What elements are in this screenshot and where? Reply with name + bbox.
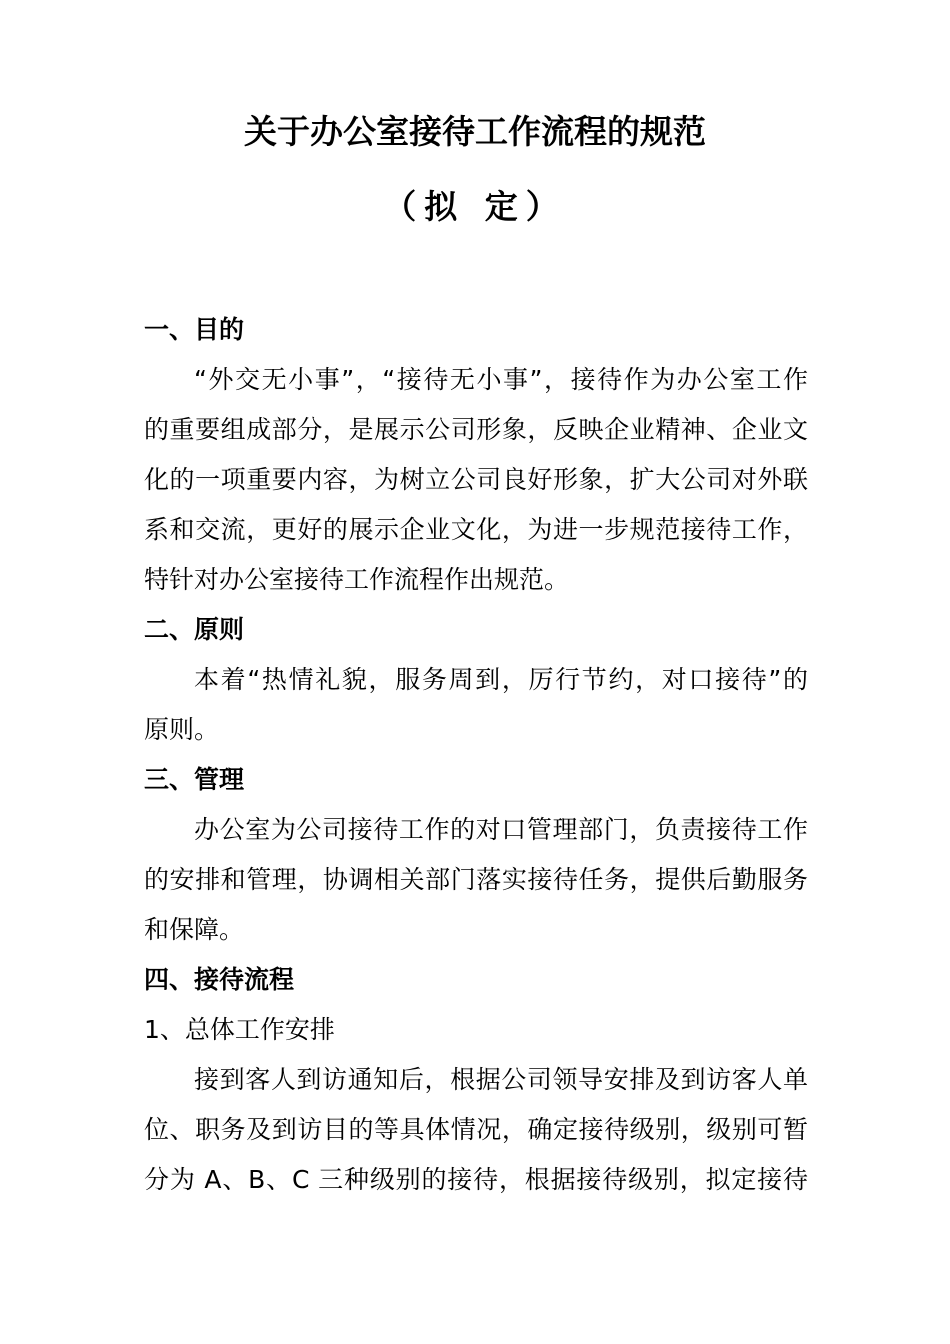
section-body-purpose — [144, 355, 808, 605]
paragraph-line: 本着“热情礼貌，服务周到，厉行节约，对口接待”的 — [194, 665, 808, 694]
subsection-heading-overall-arrangement: 1、总体工作安排 — [144, 1015, 335, 1044]
paragraph-line: 位、职务及到访目的等具体情况，确定接待级别，级别可暂 — [144, 1115, 808, 1144]
paragraph-line: “外交无小事”，“接待无小事”，接待作为办公室工作 — [194, 365, 808, 394]
document-subtitle: （拟 定） — [383, 187, 567, 226]
document-title: 关于办公室接待工作流程的规范 — [244, 112, 706, 151]
section-body-reception-process — [144, 1055, 808, 1205]
section-body-principle — [144, 655, 808, 755]
section-heading-purpose: 一、目的 — [144, 315, 245, 344]
paragraph-line: 的重要组成部分，是展示公司形象，反映企业精神、企业文 — [144, 415, 808, 444]
document-body — [144, 305, 808, 1205]
paragraph-line: 分为 A、B、C 三种级别的接待，根据接待级别，拟定接待 — [144, 1165, 808, 1194]
paragraph-line: 办公室为公司接待工作的对口管理部门，负责接待工作 — [194, 815, 808, 844]
paragraph-line: 原则。 — [144, 715, 220, 744]
paragraph-line: 系和交流，更好的展示企业文化，为进一步规范接待工作， — [144, 515, 808, 544]
paragraph-line: 和保障。 — [144, 915, 245, 944]
section-heading-principle: 二、原则 — [144, 615, 245, 644]
paragraph-line: 的安排和管理，协调相关部门落实接待任务，提供后勤服务 — [144, 865, 808, 894]
paragraph-line: 接到客人到访通知后，根据公司领导安排及到访客人单 — [194, 1065, 808, 1094]
paragraph-line: 特针对办公室接待工作流程作出规范。 — [144, 565, 570, 594]
section-body-management — [144, 805, 808, 955]
section-heading-reception-process: 四、接待流程 — [144, 965, 295, 994]
section-heading-management: 三、管理 — [144, 765, 245, 794]
paragraph-line: 化的一项重要内容，为树立公司良好形象，扩大公司对外联 — [144, 465, 808, 494]
